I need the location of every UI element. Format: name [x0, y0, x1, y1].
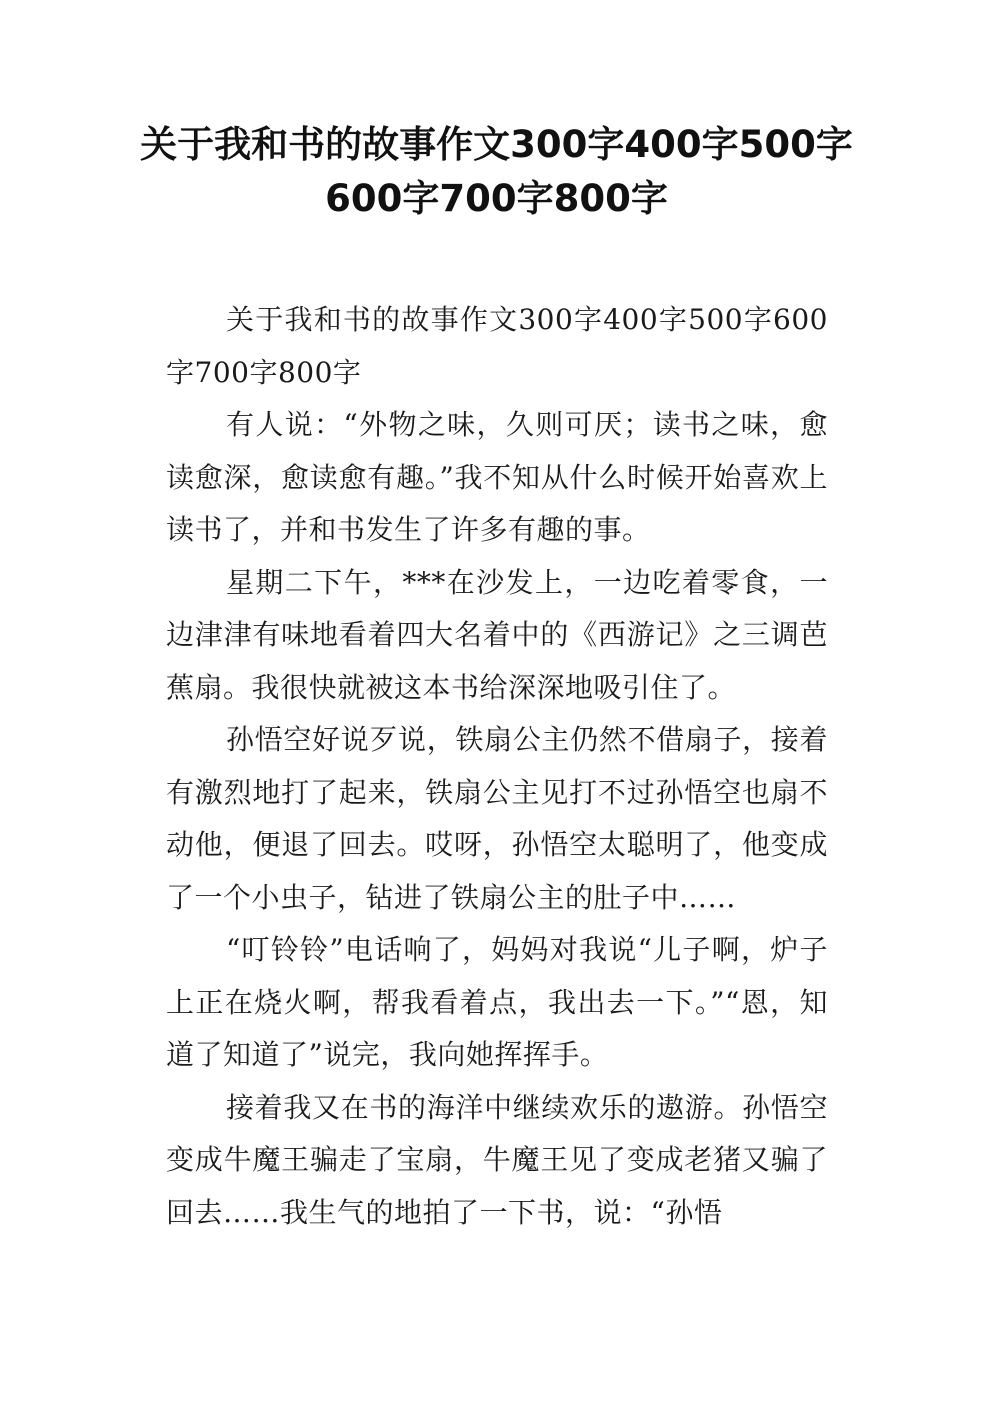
paragraph-heading-repeat: 关于我和书的故事作文300字400字500字600字700字800字	[166, 303, 828, 389]
document-body	[166, 294, 828, 1239]
paragraph-continue-reading: 接着我又在书的海洋中继续欢乐的遨游。孙悟空变成牛魔王骗走了宝扇，牛魔王见了变成老猪又骗了回去……我生气的地拍了一下书，说：“孙悟	[166, 1090, 828, 1229]
paragraph-tuesday: 星期二下午，***在沙发上，一边吃着零食，一边津津有味地看着四大名着中的《西游记》之三调芭蕉扇。我很快就被这本书给深深地吸引住了。	[166, 565, 828, 704]
document-title: 关于我和书的故事作文300字400字500字600字700字800字	[140, 123, 853, 220]
paragraph-phone-call: “叮铃铃”电话响了，妈妈对我说“儿子啊，炉子上正在烧火啊，帮我看着点，我出去一下。”“恩，知道了知道了”说完，我向她挥挥手。	[166, 933, 828, 1071]
paragraph-sun-wukong: 孙悟空好说歹说，铁扇公主仍然不借扇子，接着有激烈地打了起来，铁扇公主见打不过孙悟空也扇不动他，便退了回去。哎呀，孙悟空太聪明了，他变成了一个小虫子，钻进了铁扇公主的肚子中……	[166, 723, 828, 914]
paragraph-intro: 有人说：“外物之味，久则可厌；读书之味，愈读愈深，愈读愈有趣。”我不知从什么时候开始喜欢上读书了，并和书发生了许多有趣的事。	[166, 408, 828, 546]
